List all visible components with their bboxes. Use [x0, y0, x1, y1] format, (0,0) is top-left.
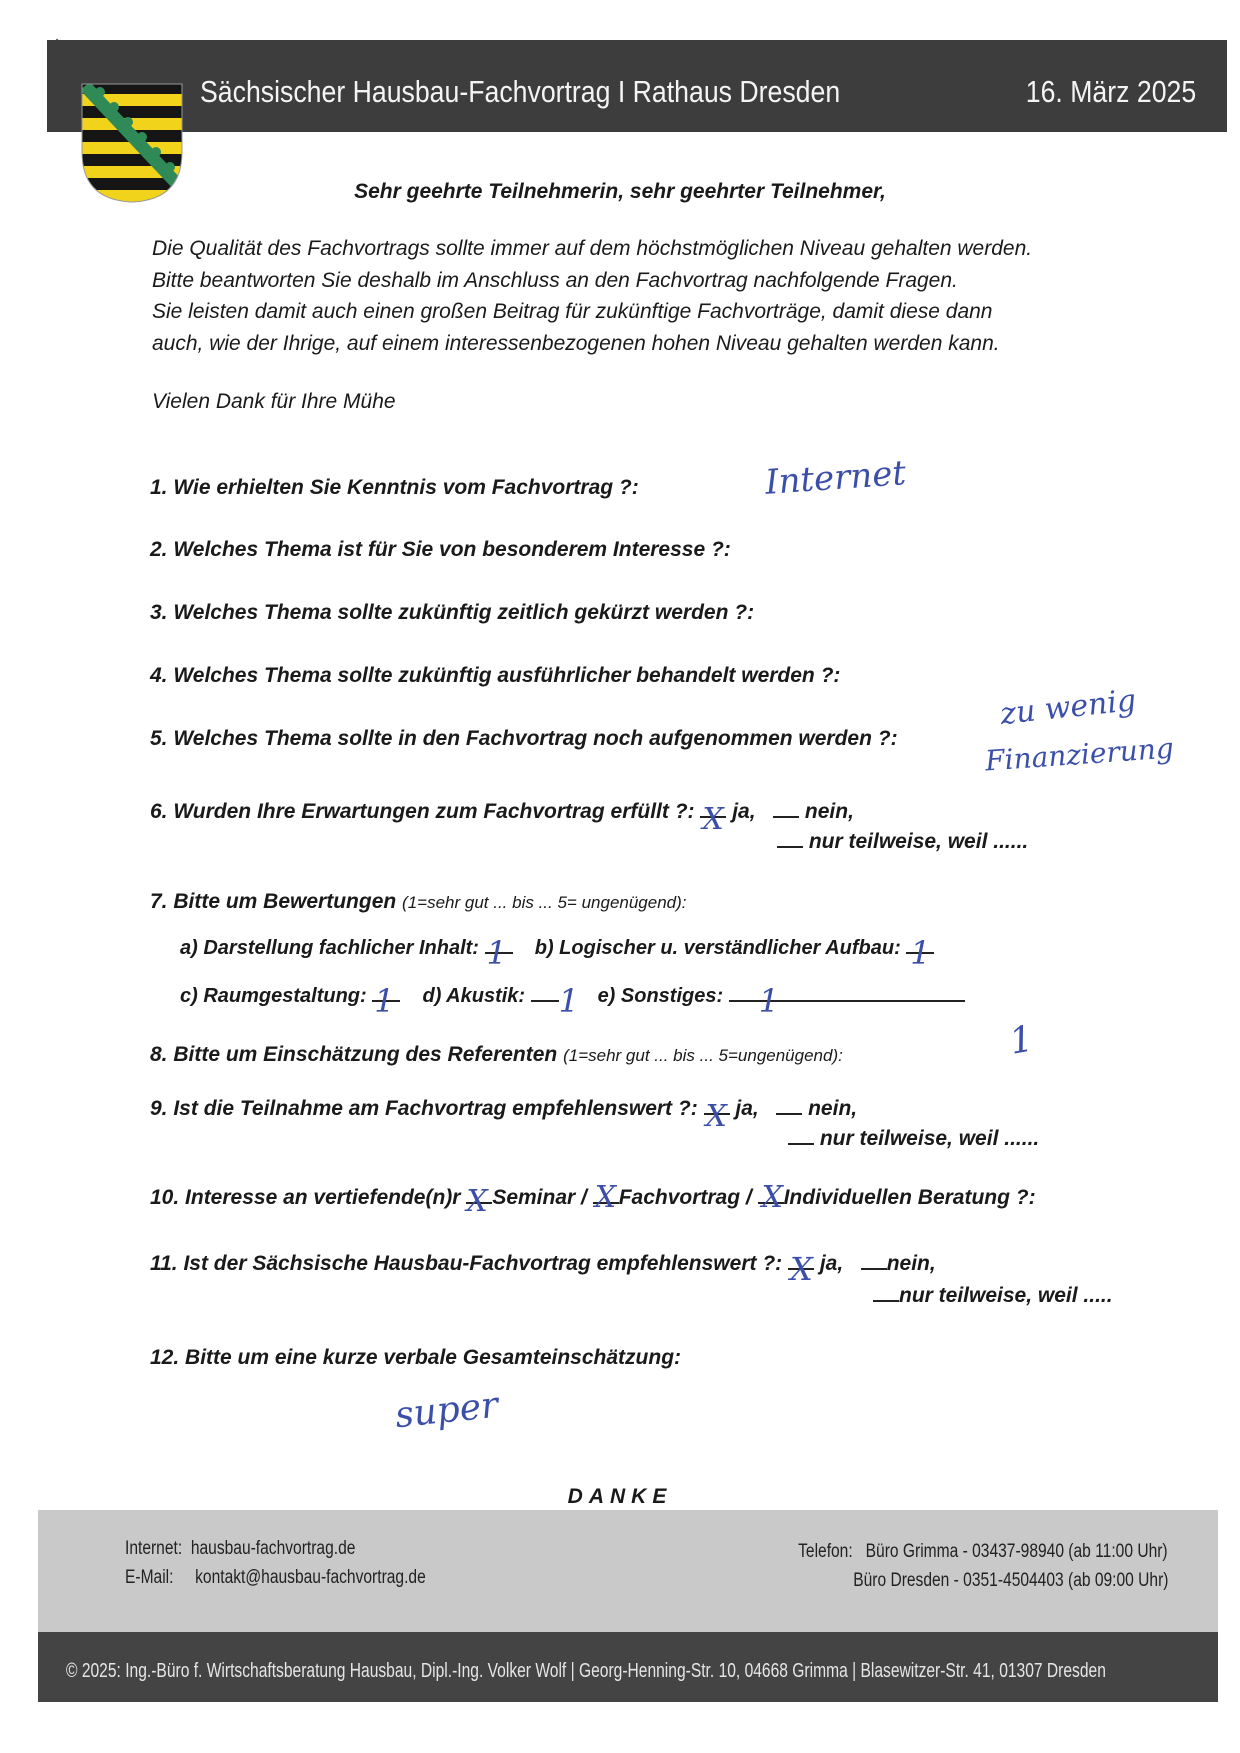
question-8: [150, 1043, 843, 1067]
q9-ja-label: ja,: [735, 1097, 759, 1120]
q7c-label: c) Raumgestaltung:: [180, 985, 367, 1007]
question-3: 3. Welches Thema sollte zukünftig zeitlich gekürzt werden ?:: [150, 601, 755, 624]
question-5: 5. Welches Thema sollte in den Fachvortrag noch aufgenommen werden ?:: [150, 727, 898, 750]
q10-seminar-mark: X: [466, 1184, 488, 1219]
q6-teilweise-row: [777, 830, 1028, 854]
question-6: [150, 800, 854, 837]
intro-line: auch, wie der Ihrige, auf einem interessenbezogenen hohen Niveau gehalten werden kann.: [152, 331, 1000, 355]
q9-nein-label: nein,: [808, 1097, 858, 1120]
header-title: Sächsischer Hausbau-Fachvortrag I Rathaus Dresden: [200, 74, 841, 109]
answer-12-handwritten: super: [393, 1384, 501, 1437]
greeting: Sehr geehrte Teilnehmerin, sehr geehrter Teilnehmer,: [354, 180, 886, 203]
q10-beratung-checkbox[interactable]: [758, 1180, 784, 1215]
q10-seminar-checkbox[interactable]: [466, 1184, 492, 1219]
q7c-rating: 1: [374, 982, 395, 1020]
q9-ja-mark: X: [705, 1099, 727, 1134]
q7-row-2: [180, 982, 965, 1020]
q11-teilweise-label: nur teilweise, weil .....: [899, 1284, 1113, 1307]
q9-ja-checkbox[interactable]: [704, 1099, 730, 1134]
q6-teilweise-checkbox[interactable]: [777, 846, 803, 848]
q10-beratung-label: Individuellen Beratung ?:: [783, 1186, 1036, 1209]
q7e-label: e) Sonstiges:: [597, 985, 724, 1007]
question-2: 2. Welches Thema ist für Sie von besonderem Interesse ?:: [150, 538, 731, 561]
question-7: [150, 890, 687, 914]
q6-ja-mark: X: [702, 802, 724, 837]
q6-teilweise-label: nur teilweise, weil ......: [808, 830, 1029, 853]
q11-teilweise-checkbox[interactable]: [873, 1300, 899, 1302]
q11-ja-checkbox[interactable]: [788, 1250, 814, 1288]
question-9: [150, 1097, 858, 1134]
q9-nein-checkbox[interactable]: [776, 1113, 802, 1115]
q7d-rating-field[interactable]: [531, 982, 580, 1020]
question-7-scale: (1=sehr gut ... bis ... 5= ungenügend):: [402, 893, 687, 912]
question-11: [150, 1250, 936, 1288]
q9-teilweise-row: [788, 1127, 1039, 1151]
question-12: 12. Bitte um eine kurze verbale Gesamteinschätzung:: [150, 1346, 682, 1369]
q7c-rating-field[interactable]: [372, 982, 400, 1020]
question-10-text: 10. Interesse an vertiefende(n)r: [150, 1186, 461, 1209]
q9-teilweise-checkbox[interactable]: [788, 1143, 814, 1145]
q11-nein-checkbox[interactable]: [861, 1268, 887, 1270]
q6-ja-checkbox[interactable]: [700, 802, 726, 837]
q11-nein-label: nein,: [886, 1252, 936, 1275]
email-link[interactable]: kontakt@hausbau-fachvortrag.de: [195, 1567, 426, 1588]
answer-5-handwritten-line2: Finanzierung: [984, 731, 1175, 778]
q6-ja-label: ja,: [732, 800, 756, 823]
question-11-text: 11. Ist der Sächsische Hausbau-Fachvortrag empfehlenswert ?:: [150, 1252, 783, 1275]
q9-teilweise-label: nur teilweise, weil ......: [819, 1127, 1040, 1150]
q7e-rating-field[interactable]: [729, 982, 965, 1020]
q6-nein-checkbox[interactable]: [773, 816, 799, 818]
question-4: 4. Welches Thema sollte zukünftig ausführlicher behandelt werden ?:: [150, 664, 841, 687]
header-date: 16. März 2025: [1025, 74, 1196, 109]
q10-fachvortrag-label: Fachvortrag /: [618, 1186, 752, 1209]
q7a-rating: 1: [486, 934, 507, 972]
footer-phone-grimma: [799, 1541, 1168, 1563]
question-9-text: 9. Ist die Teilnahme am Fachvortrag empfehlenswert ?:: [150, 1097, 698, 1120]
q10-fachvortrag-checkbox[interactable]: [593, 1180, 619, 1215]
intro-paragraph: [152, 233, 1192, 359]
q7d-rating: 1: [558, 982, 580, 1020]
question-6-text: 6. Wurden Ihre Erwartungen zum Fachvortrag erfüllt ?:: [150, 800, 695, 823]
intro-line: Bitte beantworten Sie deshalb im Anschluss an den Fachvortrag nachfolgende Fragen.: [152, 268, 958, 292]
phone-label: Telefon:: [798, 1541, 854, 1562]
q10-seminar-label: Seminar /: [492, 1186, 587, 1209]
question-1: 1. Wie erhielten Sie Kenntnis vom Fachvortrag ?:: [150, 476, 639, 499]
closing-thanks: DANKE: [567, 1485, 673, 1508]
q7b-rating: 1: [910, 934, 931, 972]
intro-line: Die Qualität des Fachvortrags sollte immer auf dem höchstmöglichen Niveau gehalten werden.: [152, 237, 1033, 260]
q7b-rating-field[interactable]: [906, 934, 934, 972]
question-8-text: 8. Bitte um Einschätzung des Referenten: [150, 1043, 558, 1066]
question-8-scale: (1=sehr gut ... bis ... 5=ungenügend):: [563, 1046, 843, 1065]
q10-fachvortrag-mark: X: [594, 1180, 617, 1215]
thanks-line: Vielen Dank für Ihre Mühe: [152, 390, 396, 413]
question-10: [150, 1180, 1036, 1219]
q7e-rating: 1: [758, 982, 780, 1020]
intro-line: Sie leisten damit auch einen großen Beitrag für zukünftige Fachvorträge, damit diese dann: [152, 300, 993, 323]
footer-internet: [125, 1538, 355, 1560]
copyright-text: © 2025: Ing.-Büro f. Wirtschaftsberatung Hausbau, Dipl.-Ing. Volker Wolf | Georg-Henning-Str. 10, 04668 Grimma | Blasewitzer-Str. 41, 01307 Dresden: [66, 1660, 1106, 1682]
internet-link[interactable]: hausbau-fachvortrag.de: [190, 1538, 356, 1559]
q6-nein-label: nein,: [804, 800, 854, 823]
q11-teilweise-row: [873, 1284, 1113, 1308]
q7-row-1: [180, 934, 934, 972]
q10-beratung-mark: X: [761, 1180, 783, 1215]
q11-ja-label: ja,: [819, 1252, 844, 1275]
q7b-label: b) Logischer u. verständlicher Aufbau:: [534, 937, 901, 959]
q7d-label: d) Akustik:: [422, 985, 526, 1007]
answer-1-handwritten: Internet: [763, 453, 908, 503]
q8-rating: 1: [1006, 1018, 1037, 1063]
internet-label: Internet:: [125, 1538, 183, 1559]
question-7-text: 7. Bitte um Bewertungen: [150, 890, 397, 913]
phone-grimma: Büro Grimma - 03437-98940 (ab 11:00 Uhr): [866, 1541, 1168, 1562]
q7a-rating-field[interactable]: [485, 934, 513, 972]
footer-email: [125, 1567, 426, 1589]
q7a-label: a) Darstellung fachlicher Inhalt:: [180, 937, 479, 959]
email-label: E-Mail:: [125, 1567, 174, 1588]
answer-5-handwritten-line1: zu wenig: [998, 682, 1138, 733]
q11-ja-mark: X: [790, 1250, 813, 1288]
footer-phone-dresden: Büro Dresden - 0351-4504403 (ab 09:00 Uhr): [852, 1570, 1168, 1591]
